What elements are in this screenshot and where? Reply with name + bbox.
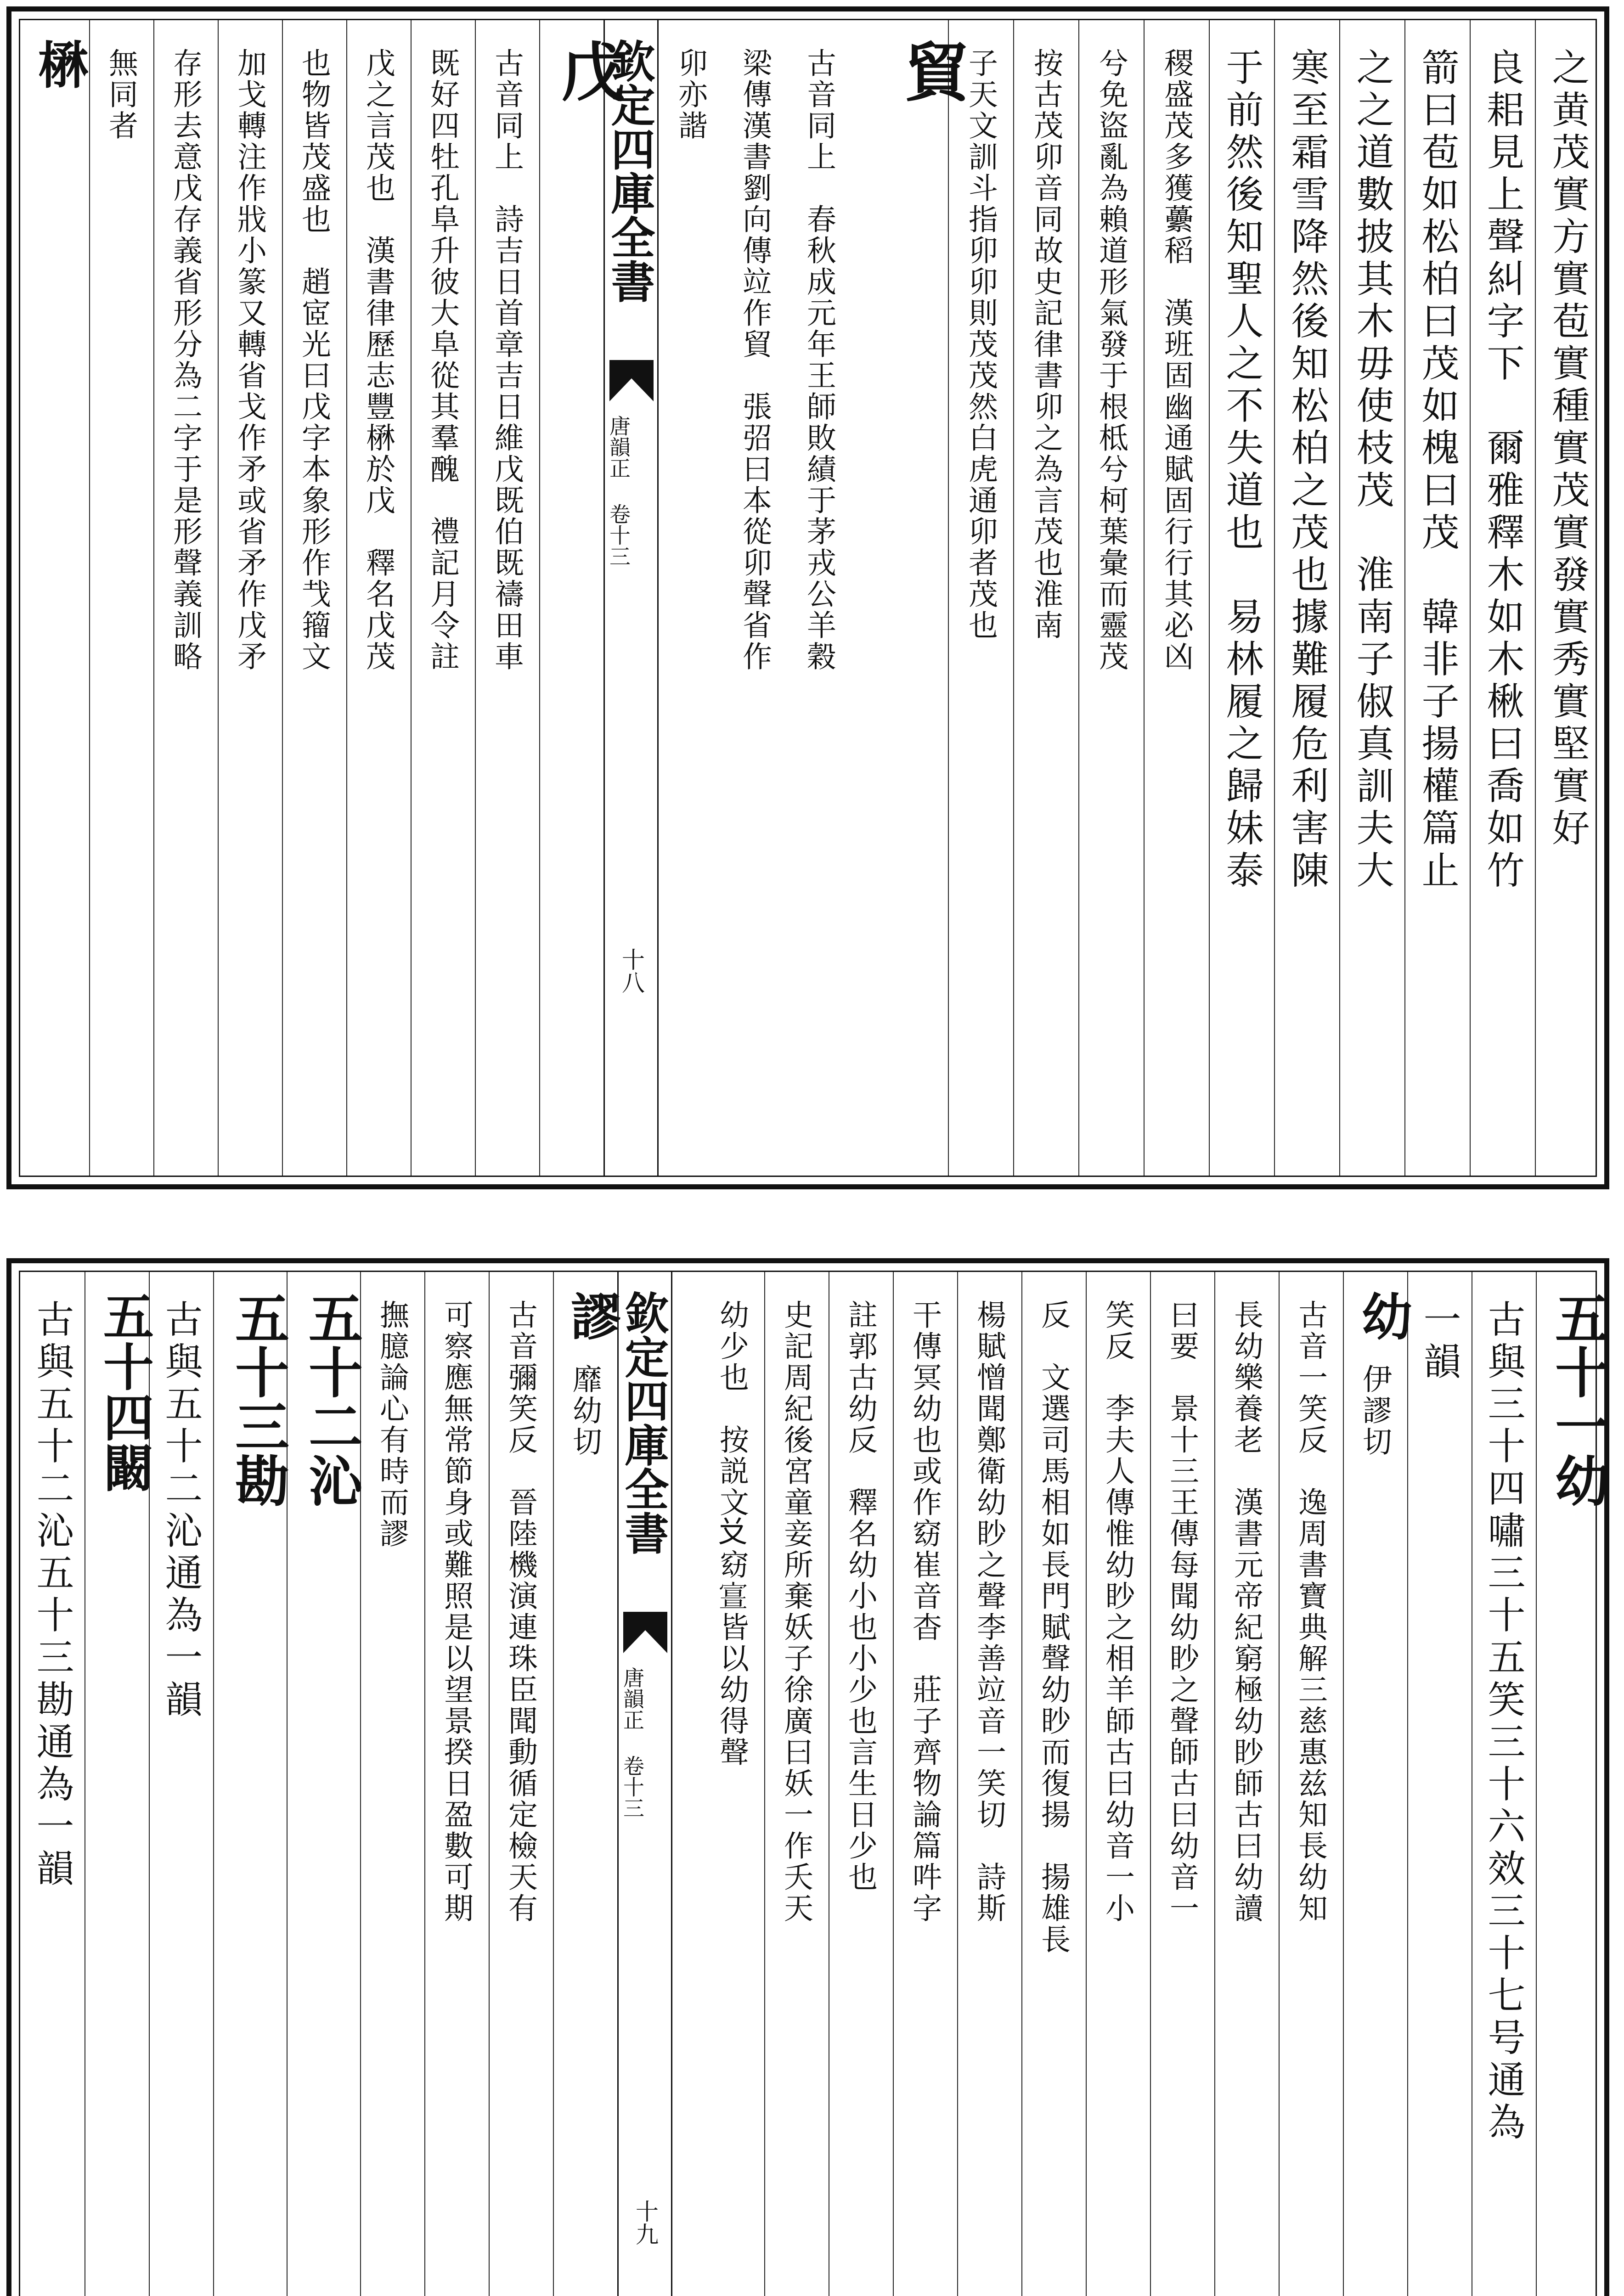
text-column: 古與五十二沁通為一韻 <box>159 1300 203 1722</box>
text-column: 按古茂卯音同故史記律書卯之為言茂也淮南 <box>1029 48 1063 641</box>
text-column: 寒至霜雪降然後知松柏之茂也據難履危利害陳 <box>1285 48 1329 893</box>
head-character: 貿 <box>894 39 969 103</box>
text-column: 曰要 景十三王傳每聞幼眇之聲師古曰幼音一 <box>1165 1300 1199 1924</box>
bottom-left-half <box>20 1272 622 2296</box>
text-column: 一韻 <box>1417 1300 1461 1384</box>
book-volume-label <box>620 1667 644 1818</box>
text-column: 長幼樂養老 漢書元帝紀窮極幼眇師古曰幼讀 <box>1229 1300 1263 1924</box>
text-column: 戊之言茂也 漢書律歷志豐楙於戊 釋名戊茂 <box>361 48 395 672</box>
text-column: 古音彌笑反 晉陸機演連珠臣聞動循定檢天有 <box>503 1300 537 1924</box>
text-column: 稷盛茂多獲虆稻 漢班固幽通賦固行行其必凶 <box>1159 48 1193 672</box>
text-column: 古音同上 詩吉日首章吉日維戊既伯既禱田車 <box>490 48 524 672</box>
text-column: 史記周紀後宮童妾所棄妖子徐廣曰妖一作夭天 <box>779 1300 813 1924</box>
bottom-right-half <box>672 1272 1610 2296</box>
page-number: 十九 <box>632 2200 659 2245</box>
book-series-title: 欽定四庫全書 <box>618 1290 670 1555</box>
text-column: 也物皆茂盛也 趙宧光曰戊字本象形作𢦏籀文 <box>297 48 331 672</box>
text-column: 存形去意戊存義省形分為二字于是形聲義訓略 <box>168 48 202 672</box>
text-column: 反 文選司馬相如長門賦聲幼眇而復揚 揚雄長 <box>1036 1300 1070 1955</box>
head-character: 戊 <box>550 39 626 103</box>
top-page-frame <box>19 19 1597 1177</box>
text-column: 之之道數披其木毋使枝茂 淮南子俶真訓夫大 <box>1350 48 1394 893</box>
text-column: 于前然後知聖人之不失道也 易林履之歸妹泰 <box>1220 48 1263 893</box>
text-column: 加戈轉注作戕小篆又轉省戈作矛或省矛作戊矛 <box>232 48 266 672</box>
rhyme-heading: 五十二沁 <box>299 1290 363 1507</box>
text-column: 笑反 李夫人傳惟幼眇之相羊師古曰幼音一小 <box>1100 1300 1134 1924</box>
book-series-title: 欽定四庫全書 <box>604 39 656 303</box>
volume-number: 卷十三 <box>606 503 631 567</box>
text-column: 子天文訓斗指卯卯則茂茂然白虎通卯者茂也 <box>964 48 998 641</box>
text-column: 無同者 <box>104 48 138 141</box>
text-column: 楊賦憎聞鄭衛幼眇之聲李善竝音一笑切 詩斯 <box>972 1300 1006 1924</box>
text-column: 古音同上 春秋成元年王師敗績于茅戎公羊穀 <box>802 48 836 672</box>
top-right-half <box>851 20 1600 1176</box>
book-title: 唐韻正 <box>620 1667 645 1730</box>
head-character: 幼 <box>1353 1290 1413 1341</box>
text-column: 註郭古幼反 釋名幼小也小少也言生日少也 <box>843 1300 877 1893</box>
bottom-page-frame <box>19 1271 1610 2296</box>
book-title: 唐韻正 <box>606 415 631 478</box>
rhyme-heading: 五十三勘 <box>226 1290 290 1507</box>
text-column: 之黄茂實方實苞實種實茂實發實秀實堅實好 <box>1546 48 1590 850</box>
fanqie-note: 伊謬切 <box>1358 1364 1392 1458</box>
text-column: 可察應無常節身或難照是以望景揆日盈數可期 <box>439 1300 473 1924</box>
bottom-page <box>6 1258 1609 2296</box>
fish-tail-mark-icon <box>623 1612 667 1653</box>
text-column: 良耜見上聲糾字下 爾雅釋木如木楸曰喬如竹 <box>1481 48 1524 893</box>
text-column: 兮免盜亂為賴道形氣發于根柢兮柯葉彙而靈茂 <box>1094 48 1128 672</box>
text-column: 干傳冥幼也或作窈崔音杳 莊子齊物論篇吽字 <box>908 1300 942 1924</box>
text-column: 既好四牡孔阜升彼大阜從其羣醜 禮記月令註 <box>425 48 459 672</box>
rhyme-heading: 五十四闞 <box>95 1290 154 1492</box>
head-character: 楙 <box>30 39 89 89</box>
text-column: 卯亦諧 <box>673 48 707 141</box>
center-margin <box>617 1272 672 2296</box>
head-character: 謬 <box>563 1290 622 1341</box>
text-column: 古與三十四嘯三十五笑三十六效三十七号通為 <box>1482 1300 1525 2144</box>
text-column: 古與五十二沁五十三勘通為一韻 <box>30 1300 74 1891</box>
top-page <box>6 6 1609 1189</box>
text-column: 古音一笑反 逸周書寶典解三慈惠兹知長幼知 <box>1293 1300 1327 1924</box>
text-column: 幼少也 按説文𠬠窈𡪏皆以幼得聲 <box>715 1300 749 1768</box>
volume-number: 卷十三 <box>620 1755 645 1818</box>
fish-tail-mark-icon <box>609 360 654 401</box>
page-number: 十八 <box>618 948 645 994</box>
center-margin <box>603 20 659 1176</box>
text-column: 撫臆論心有時而謬 <box>375 1300 409 1549</box>
top-mao-entry <box>787 20 851 1176</box>
book-volume-label <box>607 415 631 567</box>
text-column: 梁傳漢書劉向傳竝作貿 張弨曰本從卯聲省作 <box>738 48 772 672</box>
fanqie-note: 靡幼切 <box>568 1364 602 1458</box>
rhyme-heading: 五十一幼 <box>1546 1290 1610 1507</box>
text-column: 箭曰苞如松柏曰茂如槐曰茂 韓非子揚權篇止 <box>1415 48 1459 893</box>
